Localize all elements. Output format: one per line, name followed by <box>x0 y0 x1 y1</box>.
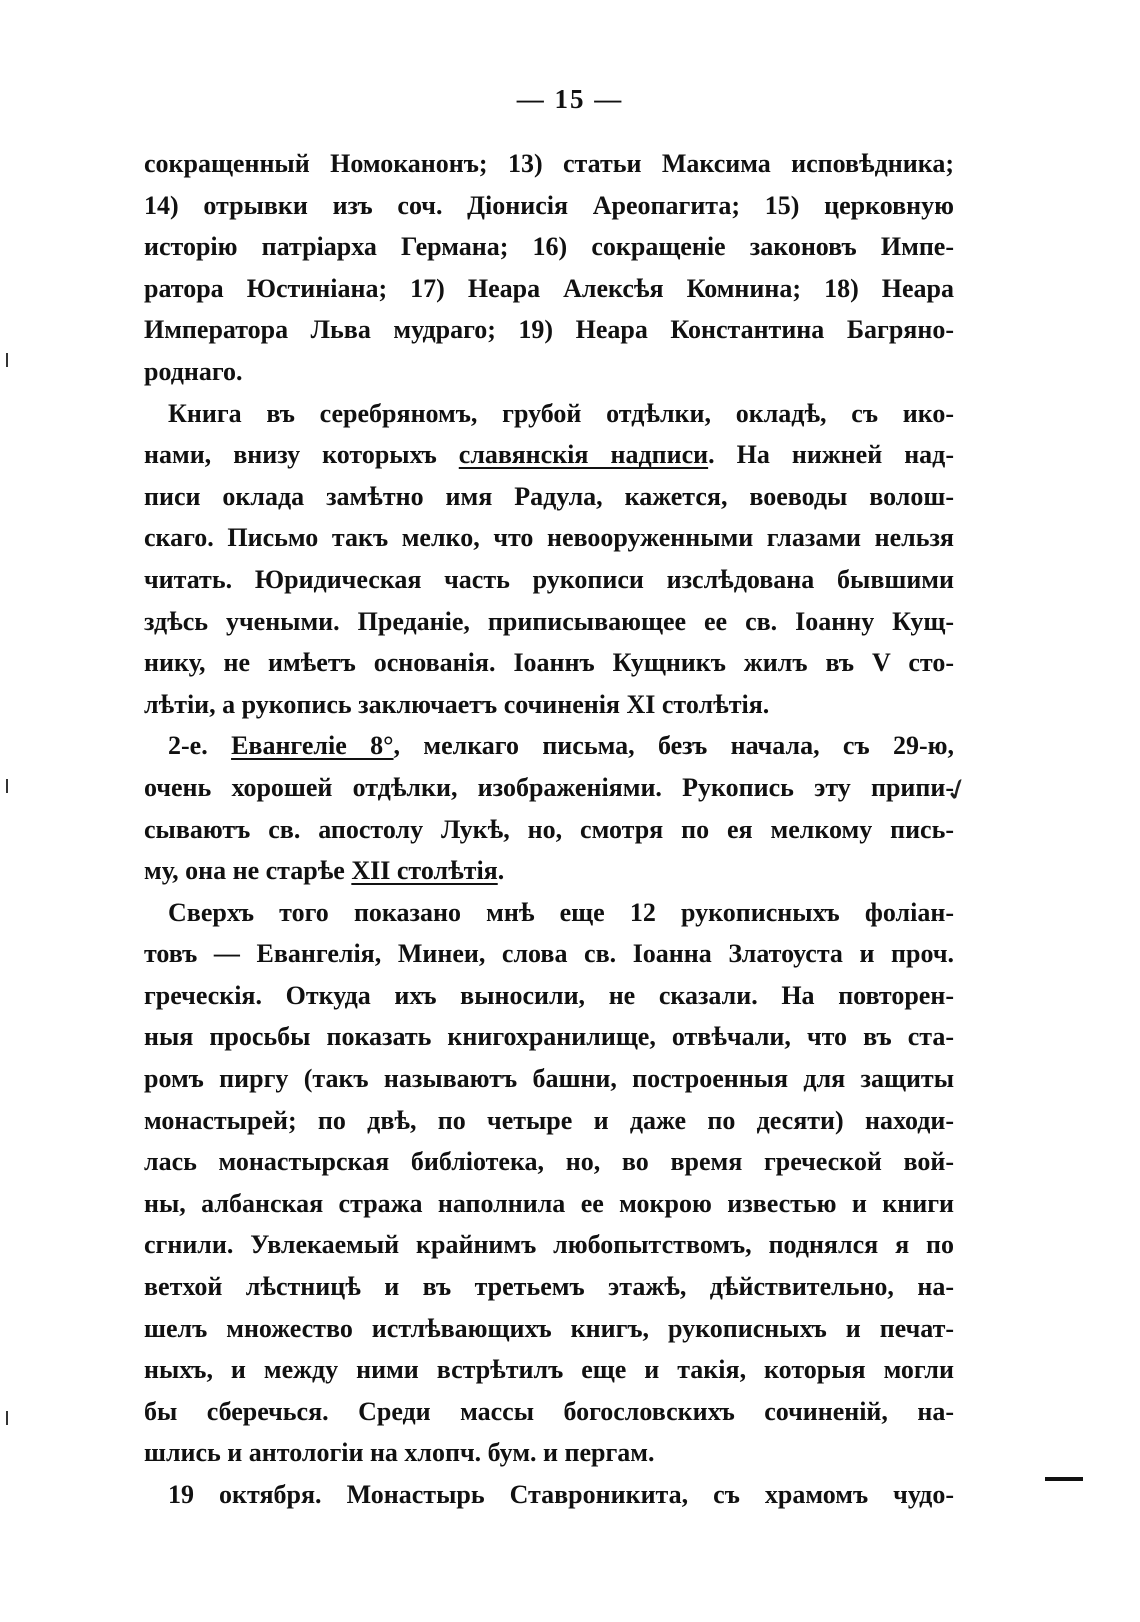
text-line: сываютъ св. апостолу Лукѣ, но, смотря по ея мелкому пись- <box>144 814 954 844</box>
underlined-text: Евангеліе 8° <box>231 731 394 761</box>
paragraph-start-line: Книга въ серебряномъ, грубой отдѣлки, окладѣ, съ ико- <box>168 398 954 428</box>
text-segment: , мелкаго письма, безъ начала, съ 29-ю, <box>393 731 954 761</box>
text-line: бы сберечься. Среди массы богословскихъ сочиненій, на- <box>144 1396 954 1426</box>
text-line: лѣтіи, а рукопись заключаетъ сочиненія XI столѣтія. <box>144 689 770 719</box>
page-number: — 15 — <box>516 84 624 114</box>
text-line: роднаго. <box>144 356 243 386</box>
margin-tick-mark <box>6 353 8 367</box>
text-line: шлись и антологіи на хлопч. бум. и пергам. <box>144 1438 655 1468</box>
underlined-text: славянскія надписи <box>458 440 709 470</box>
text-line <box>144 850 954 892</box>
paragraph-start-line: 19 октября. Монастырь Ставроникита, съ храмомъ чудо- <box>168 1480 954 1509</box>
text-line: сокращенный Номоканонъ; 13) статьи Максима исповѣдника; <box>144 149 954 178</box>
margin-tick-mark <box>6 779 8 793</box>
text-line: нику, не имѣетъ основанія. Іоаннъ Кущникъ жилъ въ V сто- <box>144 648 954 678</box>
text-line: монастырей; по двѣ, по четыре и даже по десяти) находи- <box>144 1105 954 1135</box>
margin-tick-mark <box>6 1411 8 1425</box>
text-segment: 2-е. <box>168 731 232 761</box>
text-line: ны, албанская стража наполнила ее мокрою известью и книги <box>144 1188 954 1218</box>
margin-dash-mark <box>1045 1477 1083 1481</box>
text-line: ромъ пиргу (такъ называютъ башни, построенныя для защиты <box>144 1064 954 1094</box>
text-line: читать. Юридическая часть рукописи изслѣдована бывшими <box>144 564 954 594</box>
paragraph-start-line: Сверхъ того показано мнѣ еще 12 рукописныхъ фоліан- <box>168 897 954 927</box>
text-line: скаго. Письмо такъ мелко, что невооруженными глазами нельзя <box>144 523 954 553</box>
text-segment: . <box>497 856 505 886</box>
body-text <box>144 143 954 1516</box>
text-segment: нами, внизу которыхъ <box>144 440 459 470</box>
text-line: товъ — Евангелія, Минеи, слова св. Іоанна Златоуста и проч. <box>144 939 954 969</box>
text-line: ратора Юстиніана; 17) Неара Алексѣя Комнина; 18) Неара <box>144 273 954 303</box>
text-line: очень хорошей отдѣлки, изображеніями. Рукопись эту припи- <box>144 772 954 802</box>
text-segment: му, она не старѣе <box>144 856 352 886</box>
text-line: сгнили. Увлекаемый крайнимъ любопытствомъ, поднялся я по <box>144 1230 954 1260</box>
text-line: писи оклада замѣтно имя Радула, кажется, воеводы волош- <box>144 481 954 511</box>
text-line: Императора Льва мудраго; 19) Неара Константина Багряно- <box>144 315 954 345</box>
text-segment: . На нижней над- <box>708 440 954 470</box>
text-line: греческія. Откуда ихъ выносили, не сказали. На повторен- <box>144 980 954 1010</box>
margin-check-mark: ✓ <box>940 770 976 811</box>
text-line: здѣсь учеными. Преданіе, приписывающее ее св. Іоанну Кущ- <box>144 606 954 636</box>
text-line: исторію патріарха Германа; 16) сокращеніе законовъ Импе- <box>144 232 954 262</box>
paragraph-start-line <box>144 725 954 767</box>
text-line: лась монастырская библіотека, но, во время греческой вой- <box>144 1147 954 1177</box>
text-line: ныхъ, и между ними встрѣтилъ еще и такія, которыя могли <box>144 1355 954 1385</box>
underlined-text: XII столѣтія <box>351 856 498 886</box>
text-line <box>144 434 954 476</box>
text-line: ныя просьбы показать книгохранилище, отвѣчали, что въ ста- <box>144 1022 954 1052</box>
text-line: ветхой лѣстницѣ и въ третьемъ этажѣ, дѣйствительно, на- <box>144 1272 954 1302</box>
text-line: 14) отрывки изъ соч. Діонисія Ареопагита; 15) церковную <box>144 190 954 220</box>
text-line: шелъ множество истлѣвающихъ книгъ, рукописныхъ и печат- <box>144 1313 954 1343</box>
